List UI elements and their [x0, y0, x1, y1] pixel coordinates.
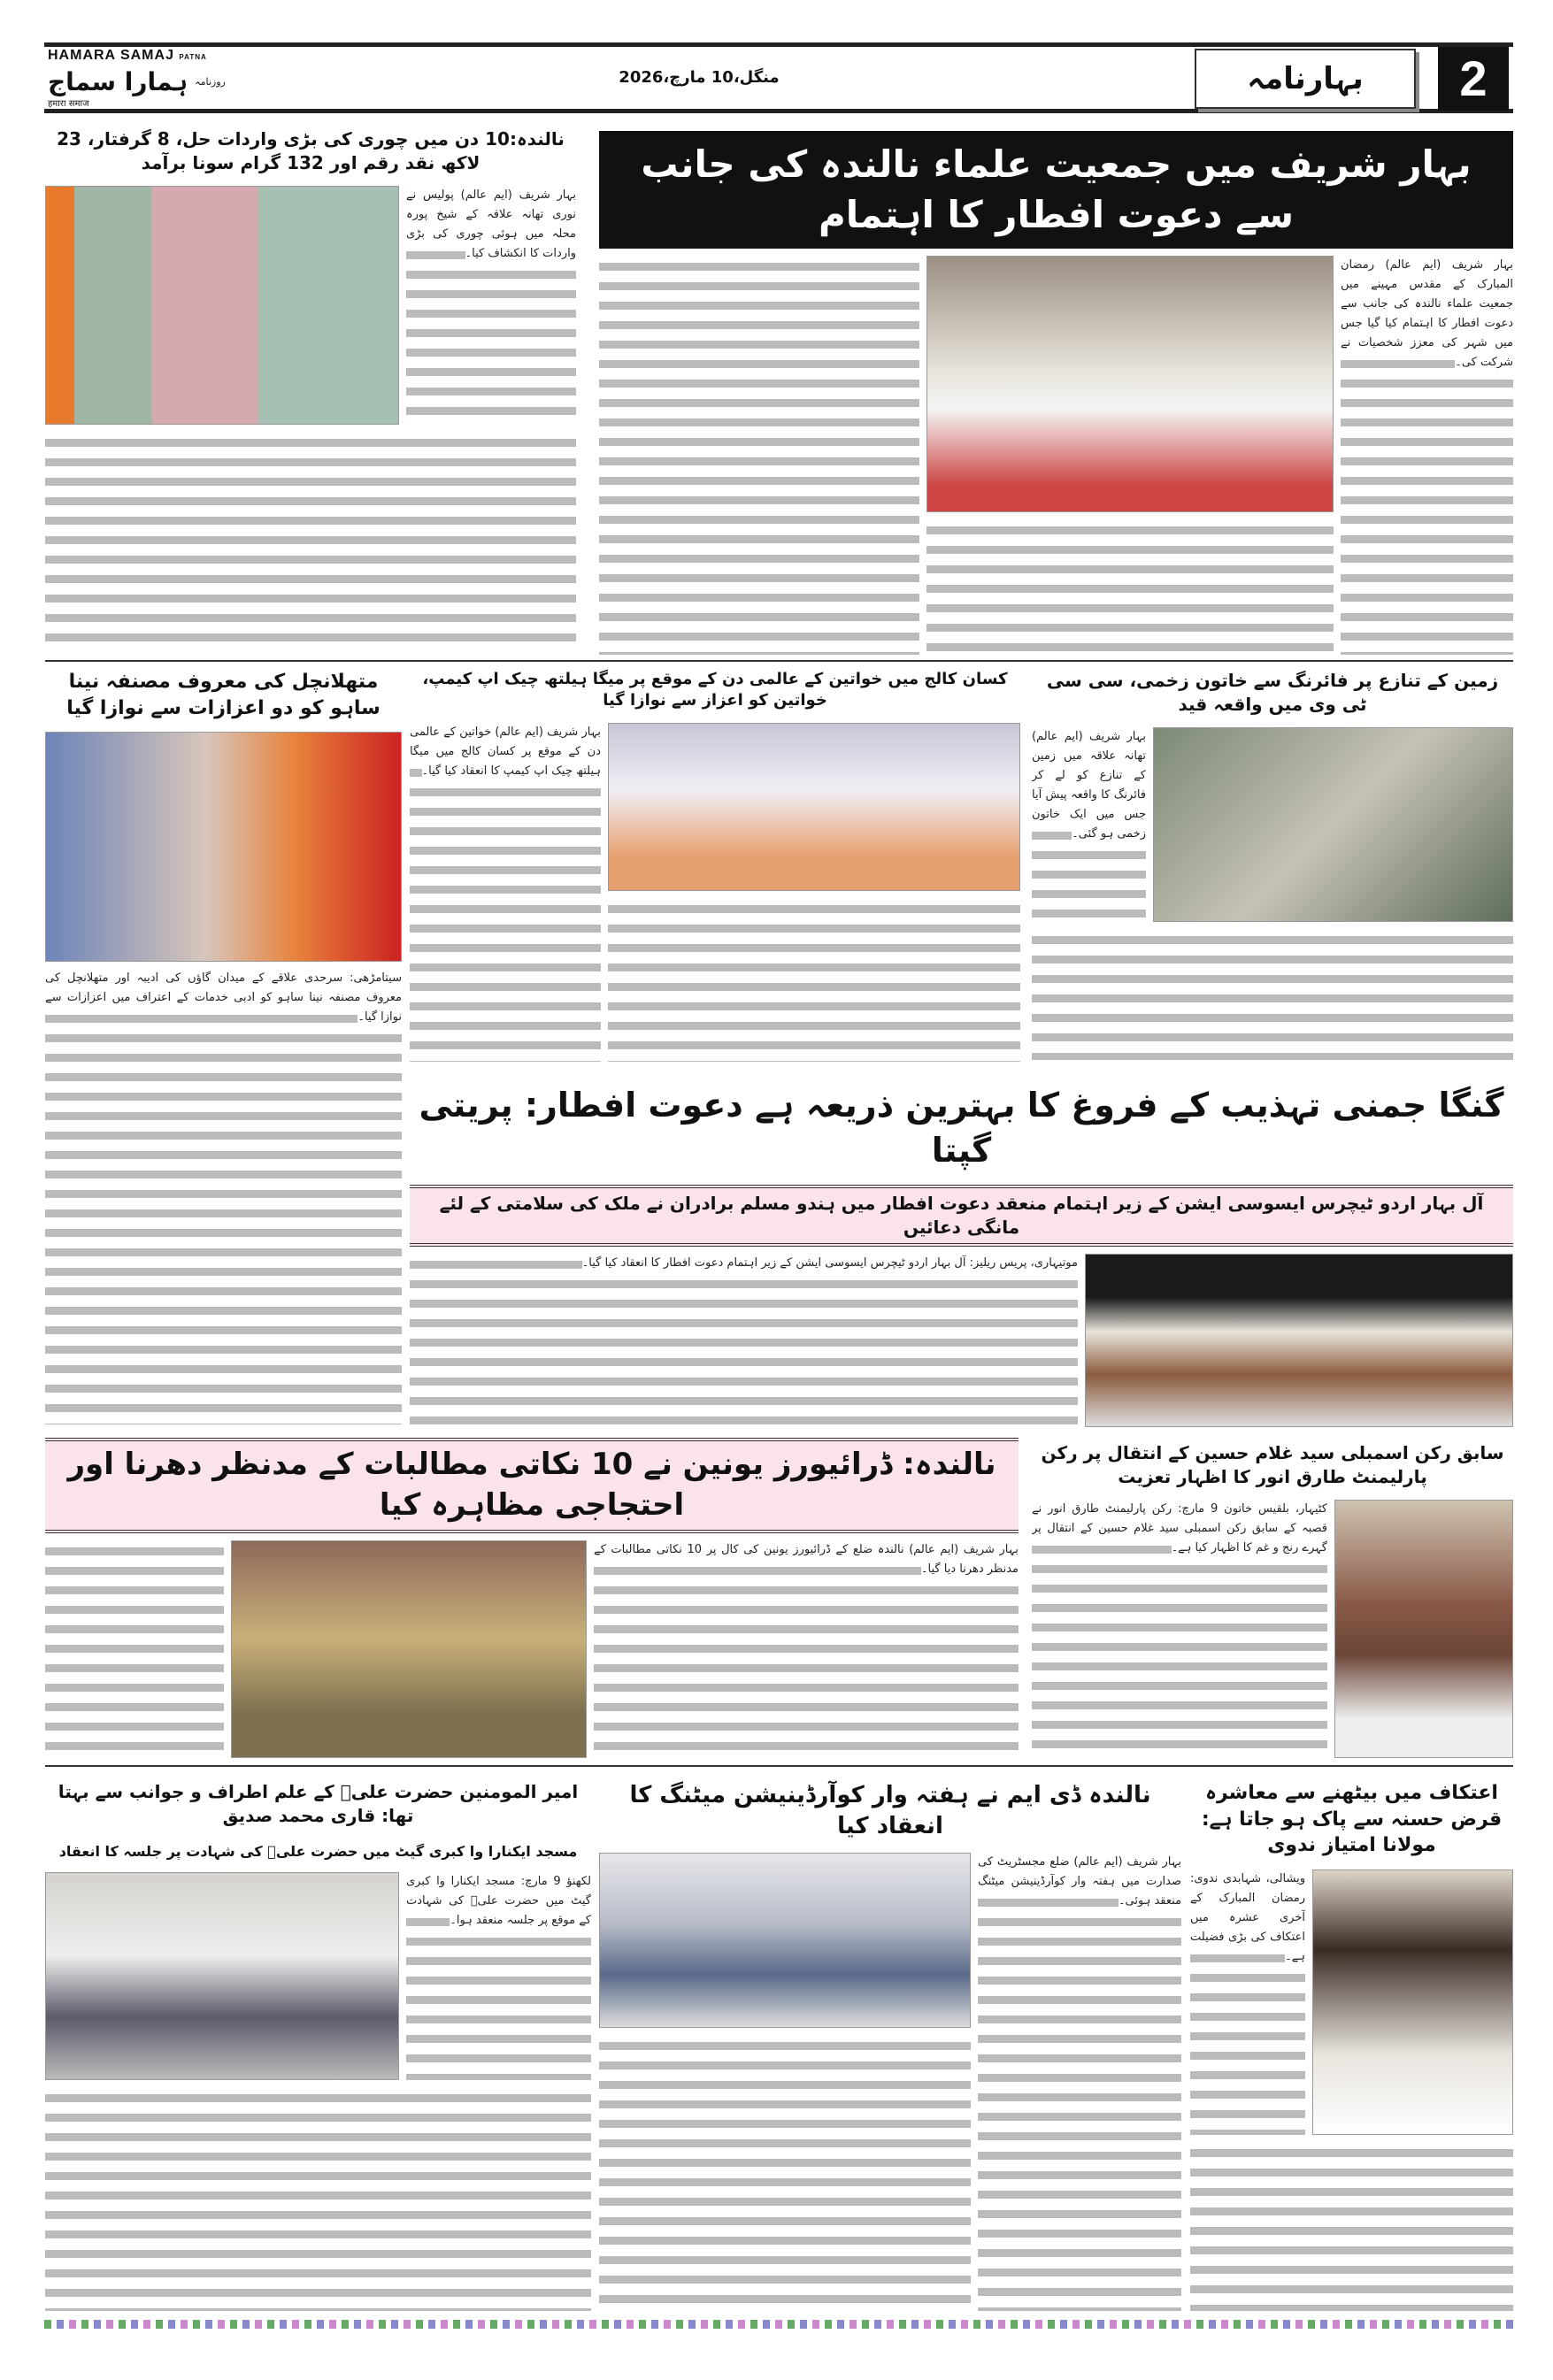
theft-article	[45, 124, 576, 653]
footer-dots	[44, 2320, 1513, 2329]
ganga-columns	[410, 1254, 1513, 1427]
dm-article	[599, 1777, 1181, 2311]
drivers-body: بہار شریف (ایم عالم) نالندہ ضلع کے ڈرائیورز یونین کی کال پر 10 نکاتی مطالبات کے مدنظر دھرنا دیا گیا۔	[594, 1540, 1019, 1758]
iftar-body-col3	[926, 519, 1334, 655]
ganga-body: موتیہاری، پریس ریلیز: آل بہار اردو ٹیچرس ایسوسی ایشن کے زیر اہتمام دعوت افطار کا انعقاد کیا گیا۔	[410, 1254, 1078, 1427]
firing-article	[1032, 665, 1513, 1060]
dm-body-cont	[599, 2035, 971, 2311]
logo-urdu-row	[48, 65, 278, 99]
drivers-protest-photo	[231, 1540, 587, 1758]
logo-city: PATNA	[179, 53, 207, 61]
ali-jalsa-photo	[45, 1872, 399, 2080]
health-camp-photo	[608, 723, 1020, 891]
maulana-photo	[1312, 1869, 1513, 2135]
itikaf-article	[1190, 1777, 1513, 2311]
drivers-columns	[45, 1540, 1019, 1758]
logo-name-en: HAMARA SAMAJ	[48, 48, 174, 63]
drivers-headline: نالندہ: ڈرائیورز یونین نے 10 نکاتی مطالبات کے مدنظر دھرنا اور احتجاجی مظاہرہ کیا	[45, 1438, 1019, 1533]
theft-body: بہار شریف (ایم عالم) پولیس نے نوری تھانہ علاقہ کے شیخ پورہ محلہ میں ہوئی چوری کی بڑی واردات کا انکشاف کیا۔	[406, 186, 576, 425]
ali-subhead: مسجد ایکنارا وا کبری گیٹ میں حضرت علیؓ کی شہادت پر جلسہ کا انعقاد	[58, 1843, 578, 1860]
ganga-headline: گنگا جمنی تہذیب کے فروغ کا بہترین ذریعہ ہے دعوت افطار: پریتی گپتا	[419, 1086, 1504, 1171]
firing-body-cont	[1032, 929, 1513, 1060]
ghulam-hussain-photo	[1334, 1500, 1513, 1758]
health-headline: کسان کالج میں خواتین کے عالمی دن کے موقع پر میگا ہیلتھ چیک اپ کیمپ، خواتین کو اعزاز سے نوازا گیا	[422, 670, 1008, 710]
dm-body: بہار شریف (ایم عالم) ضلع مجسٹریٹ کی صدارت میں ہفتہ وار کوآرڈینیشن میٹنگ منعقد ہوئی۔	[978, 1853, 1181, 2311]
nina-body: سیتامڑھی: سرحدی علاقے کے میدان گاؤں کی ادیبہ اور متھلانچل کی معروف مصنفہ نینا ساہو کو ادبی خدمات کے اعتراف میں اعزازات سے نوازا گیا۔	[45, 969, 402, 1424]
iftar-headline: بہار شریف میں جمعیت علماء نالندہ کی جانب سے دعوت افطار کا اہتمام	[599, 131, 1513, 249]
theft-headline: نالندہ:10 دن میں چوری کی بڑی واردات حل، 8 گرفتار، 23 لاکھ نقد رقم اور 132 گرام سونا برآمد	[57, 128, 565, 173]
drivers-body-cont	[45, 1540, 224, 1758]
nina-headline: متھلانچل کی معروف مصنفہ نینا ساہو کو دو اعزازات سے نوازا گیا	[66, 671, 381, 719]
police-press-photo	[45, 186, 399, 425]
itikaf-top-row	[1190, 1869, 1513, 2135]
divider	[45, 660, 1513, 662]
ali-body: لکھنؤ 9 مارچ: مسجد ایکنارا وا کبری گیٹ میں حضرت علیؓ کی شہادت کے موقع پر جلسہ منعقد ہوا۔	[406, 1872, 591, 2080]
logo-hindi: हमारा समाज	[48, 99, 89, 109]
cctv-photo	[1153, 727, 1513, 922]
firing-headline: زمین کے تنازع پر فائرنگ سے خاتون زخمی، سی سی ٹی وی میں واقعہ قید	[1046, 670, 1499, 715]
tariq-article	[1032, 1438, 1513, 1758]
ganga-photo	[1085, 1254, 1513, 1427]
dm-headline: نالندہ ڈی ایم نے ہفتہ وار کوآرڈینیشن میٹنگ کا انعقاد کیا	[629, 1782, 1151, 1840]
logo-daily: روزنامہ	[195, 76, 226, 88]
dm-columns	[599, 1853, 1181, 2311]
ganga-subhead: آل بہار اردو ٹیچرس ایسوسی ایشن کے زیر اہتمام منعقد دعوت افطار میں ہندو مسلم برادران نے ملک کی سلامتی کے لئے مانگی دعائیں	[410, 1185, 1513, 1247]
page-number: 2	[1438, 47, 1509, 111]
dm-photo-stack	[599, 1853, 971, 2311]
health-article	[410, 665, 1020, 1062]
health-body-cont	[608, 898, 1020, 1062]
firing-body: بہار شریف (ایم عالم) تھانہ علاقہ میں زمین کے تنازع کو لے کر فائرنگ کا واقعہ پیش آیا جس میں ایک خاتون زخمی ہو گئی۔	[1032, 727, 1146, 922]
theft-body-cont	[45, 432, 576, 653]
ali-body-cont	[45, 2087, 591, 2311]
ali-headline: امیر المومنین حضرت علیؓ کے علم اطراف و جوانب سے بہتا تھا: قاری محمد صدیق	[58, 1781, 579, 1826]
issue-date: منگل،10 مارچ،2026	[619, 68, 780, 87]
iftar-photo	[926, 256, 1334, 512]
tariq-headline: سابق رکن اسمبلی سید غلام حسین کے انتقال پر رکن پارلیمنٹ طارق انور کا اظہار تعزیت	[1041, 1442, 1504, 1487]
firing-top-row	[1032, 727, 1513, 922]
ganga-article	[410, 1079, 1513, 1427]
health-columns	[410, 723, 1020, 1062]
tariq-body: کٹیہار، بلقیس خاتون 9 مارچ: رکن پارلیمنٹ طارق انور نے قصبہ کے سابق رکن اسمبلی سید غلام حسین کے انتقال پر گہرے رنج و غم کا اظہار کیا ہے۔	[1032, 1500, 1327, 1758]
iftar-article	[599, 131, 1513, 655]
drivers-article	[45, 1438, 1019, 1758]
iftar-body: بہار شریف (ایم عالم) رمضان المبارک کے مقدس مہینے میں جمعیت علماء نالندہ کی جانب سے دعوت افطار کا اہتمام کیا گیا جس میں شہر کی معزز شخصیات نے شرکت کی۔	[1341, 256, 1513, 655]
tariq-columns	[1032, 1500, 1513, 1758]
itikaf-body: ویشالی، شہابدی ندوی: رمضان المبارک کے آخری عشرہ میں اعتکاف کی بڑی فضیلت ہے۔	[1190, 1869, 1305, 2135]
newspaper-logo	[48, 48, 278, 110]
ali-article	[45, 1777, 591, 2311]
ali-top-row	[45, 1872, 591, 2080]
logo-urdu: ہمارا سماج	[48, 67, 188, 96]
dm-meeting-photo	[599, 1853, 971, 2028]
itikaf-headline: اعتکاف میں بیٹھنے سے معاشرہ قرض حسنہ سے پاک ہو جاتا ہے: مولانا امتیاز ندوی	[1201, 1782, 1503, 1857]
health-photo-stack	[608, 723, 1020, 1062]
logo-english	[48, 48, 278, 65]
iftar-columns	[599, 256, 1513, 655]
award-photo	[45, 732, 402, 962]
divider	[45, 1765, 1513, 1767]
iftar-photo-stack	[926, 256, 1334, 655]
health-body: بہار شریف (ایم عالم) خواتین کے عالمی دن کے موقع پر کسان کالج میں میگا ہیلتھ چیک اپ کیمپ کا انعقاد کیا گیا۔	[410, 723, 601, 1062]
theft-top-row	[45, 186, 576, 425]
itikaf-body-cont	[1190, 2142, 1513, 2311]
iftar-body-col2	[599, 256, 919, 655]
nina-article	[45, 665, 402, 1424]
section-title: بہارنامہ	[1195, 49, 1416, 109]
